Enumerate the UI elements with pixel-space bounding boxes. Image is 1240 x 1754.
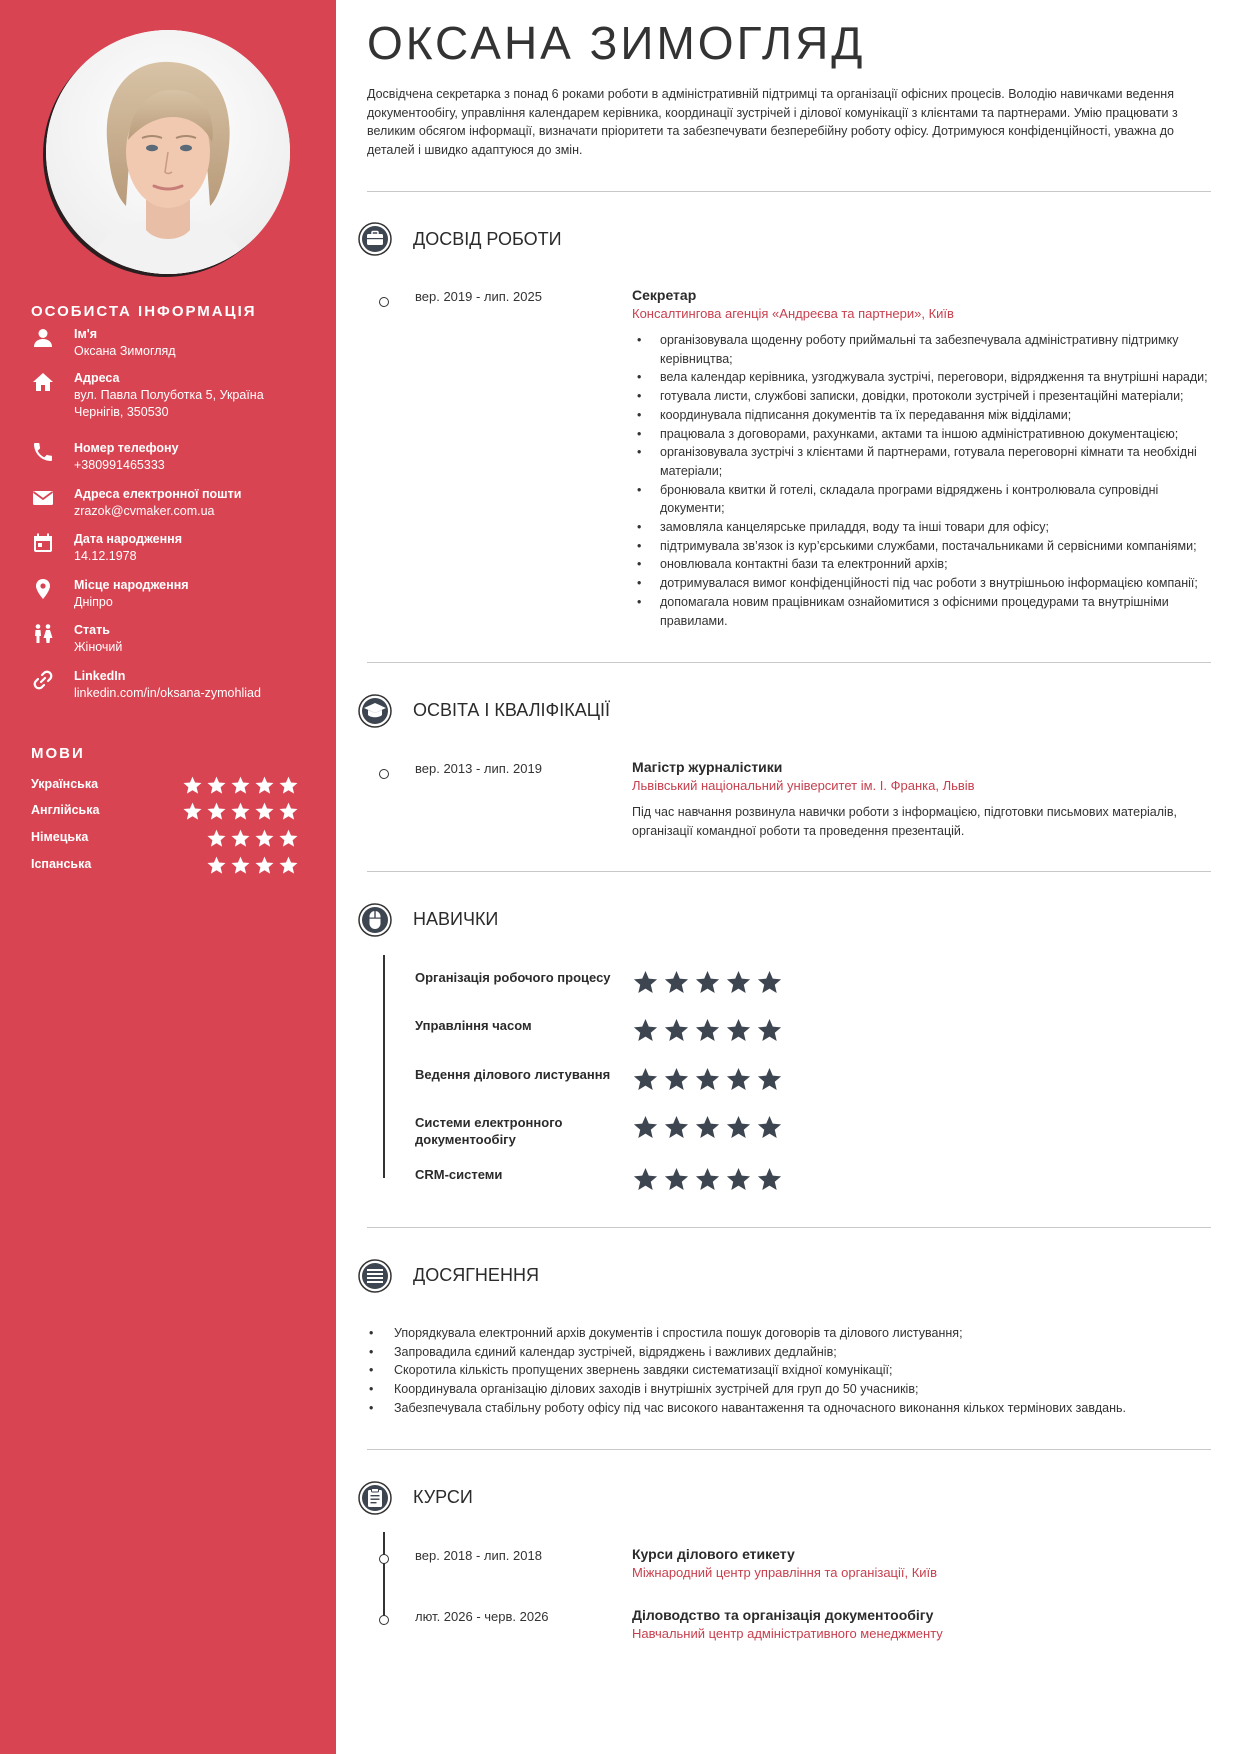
list-item: • координувала підписання документів та їх передавання між відділами;	[632, 406, 1212, 425]
course-name: Курси ділового етикету	[632, 1546, 795, 1562]
education-institution: Львівський національний університет ім. І. Франка, Львів	[632, 778, 975, 793]
star-icon	[182, 775, 203, 796]
timeline-dot	[379, 769, 389, 779]
star-icon	[694, 969, 721, 996]
briefcase-icon	[358, 222, 392, 256]
star-icon	[632, 969, 659, 996]
skill-name: CRM-системи	[415, 1167, 503, 1182]
star-icon	[182, 801, 203, 822]
star-icon	[663, 969, 690, 996]
languages-title: МОВИ	[31, 745, 85, 762]
star-icon	[663, 1114, 690, 1141]
star-icon	[230, 775, 251, 796]
list-item: • Координувала організацію ділових заходів і внутрішніх зустрічей для груп до 50 учасників;	[367, 1380, 1217, 1399]
candidate-name: ОКСАНА ЗИМОГЛЯД	[367, 17, 866, 69]
star-icon	[694, 1166, 721, 1193]
star-icon	[206, 801, 227, 822]
star-icon	[632, 1166, 659, 1193]
list-item: • вела календар керівника, узгоджувала зустрічі, переговори, відрядження та внутрішні наради;	[632, 368, 1212, 387]
star-icon	[230, 855, 251, 876]
star-icon	[694, 1114, 721, 1141]
language-rating	[182, 801, 299, 822]
experience-title: ДОСВІД РОБОТИ	[413, 229, 562, 249]
skill-rating	[632, 969, 783, 996]
list-item: • підтримувала зв’язок із кур’єрськими службами, постачальниками й сервісними компаніями;	[632, 537, 1212, 556]
language-row	[31, 775, 299, 795]
language-row	[31, 828, 299, 848]
star-icon	[230, 801, 251, 822]
star-icon	[254, 828, 275, 849]
language-rating	[206, 855, 299, 876]
language-name: Українська	[31, 777, 99, 791]
job-date: вер. 2019 - лип. 2025	[415, 289, 542, 304]
skill-name: Ведення ділового листування	[415, 1067, 611, 1082]
main-content	[336, 0, 1240, 1754]
star-icon	[663, 1166, 690, 1193]
star-icon	[230, 828, 251, 849]
star-icon	[663, 1066, 690, 1093]
job-company: Консалтингова агенція «Андреєва та партнери», Київ	[632, 306, 954, 321]
skill-name: Організація робочого процесу	[415, 970, 611, 985]
list-item: • Запровадила єдиний календар зустрічей, відряджень і важливих дедлайнів;	[367, 1343, 1217, 1362]
star-icon	[278, 801, 299, 822]
course-date: лют. 2026 - черв. 2026	[415, 1609, 549, 1624]
list-item: • замовляла канцелярське приладдя, воду та інші товари для офісу;	[632, 518, 1212, 537]
profile-summary: Досвідчена секретарка з понад 6 роками роботи в адміністративній підтримці та організації офісних процесів. Володію навичками ведення документообігу, управління календарем керівника, координації зустрічей і ділової комунікації з клієнтами та партнерами. Умію працювати з великим обсягом інформації, визначати пріоритети та забезпечувати безперебійну роботу офісу. Дотримуюся конфіденційності, уважна до деталей і швидко адаптуюся до змін.	[367, 87, 1178, 158]
star-icon	[725, 1066, 752, 1093]
achievements-title: ДОСЯГНЕННЯ	[413, 1265, 539, 1285]
star-icon	[278, 855, 299, 876]
divider	[367, 662, 1211, 663]
clipboard-icon	[358, 1481, 392, 1515]
course-provider: Навчальний центр адміністративного менеджменту	[632, 1626, 943, 1641]
list-item: • допомагала новим працівникам ознайомитися з офісними процедурами та внутрішніми правилами.	[632, 593, 1212, 630]
course-name: Діловодство та організація документообігу	[632, 1607, 934, 1623]
language-name: Іспанська	[31, 857, 92, 871]
skill-rating	[632, 1166, 783, 1193]
list-item: • Забезпечувала стабільну роботу офісу під час високого навантаження та одночасного виконання кількох термінових завдань.	[367, 1399, 1217, 1418]
star-icon	[254, 855, 275, 876]
list-item: • працювала з договорами, рахунками, актами та іншою адміністративною документацією;	[632, 425, 1212, 444]
list-icon	[358, 1259, 392, 1293]
profile-photo	[46, 30, 290, 274]
course-provider: Міжнародний центр управління та організації, Київ	[632, 1565, 938, 1580]
course-date: вер. 2018 - лип. 2018	[415, 1548, 542, 1563]
courses-title: КУРСИ	[413, 1487, 473, 1507]
job-position: Секретар	[632, 287, 697, 303]
skills-title: НАВИЧКИ	[413, 909, 499, 929]
star-icon	[725, 969, 752, 996]
timeline-dot	[379, 297, 389, 307]
star-icon	[756, 1017, 783, 1044]
language-name: Англійська	[31, 803, 100, 817]
mail-icon	[31, 486, 55, 510]
list-item: • оновлювала контактні бази та електронний архів;	[632, 555, 1212, 574]
timeline-line	[383, 1532, 385, 1620]
list-item: • дотримувалася вимог конфіденційності під час роботи з внутрішньою інформацією компанії;	[632, 574, 1212, 593]
divider	[367, 1449, 1211, 1450]
location-pin-icon	[31, 577, 55, 601]
job-responsibilities	[632, 331, 1212, 630]
language-rating	[182, 775, 299, 796]
star-icon	[756, 969, 783, 996]
sidebar: ОСОБИСТА ІНФОРМАЦІЯ Ім'я Оксана Зимогляд Адреса вул. Павла Полуботка 5, Україна Чернігів, 350530 Номер телефону +380991465333 Адреса електронної пошти zrazok@cvmaker.com.ua Дата народження 14.12.1978 Місце народження Дніпро Стать Жіночий LinkedIn linkedin.com/in/oksana-zymohliad МОВИ Українська Англійська Німецька Іспанська	[0, 0, 336, 1754]
skill-rating	[632, 1114, 783, 1141]
graduation-cap-icon	[358, 694, 392, 728]
star-icon	[756, 1066, 783, 1093]
star-icon	[725, 1017, 752, 1044]
star-icon	[725, 1166, 752, 1193]
list-item: • бронювала квитки й готелі, складала програми відряджень і контролювала супровідні документи;	[632, 481, 1212, 518]
education-description: Під час навчання розвинула навички роботи з інформацією, підготовки письмових матеріалів, організації командної роботи та проведення презентацій.	[632, 805, 1177, 838]
skill-rating	[632, 1066, 783, 1093]
timeline-dot	[379, 1615, 389, 1625]
achievements-list	[367, 1324, 1217, 1418]
education-date: вер. 2013 - лип. 2019	[415, 761, 542, 776]
star-icon	[694, 1066, 721, 1093]
star-icon	[254, 801, 275, 822]
language-name: Німецька	[31, 830, 89, 844]
timeline-line	[383, 955, 385, 1178]
link-icon	[31, 668, 55, 692]
star-icon	[254, 775, 275, 796]
star-icon	[725, 1114, 752, 1141]
personal-info-title: ОСОБИСТА ІНФОРМАЦІЯ	[31, 303, 257, 320]
star-icon	[694, 1017, 721, 1044]
star-icon	[632, 1114, 659, 1141]
list-item: • організовувала зустрічі з клієнтами й партнерами, готувала переговорні кімнати та необхідні матеріали;	[632, 443, 1212, 480]
education-title: ОСВІТА І КВАЛІФІКАЦІЇ	[413, 700, 611, 720]
education-degree: Магістр журналістики	[632, 759, 783, 775]
skill-name: Управління часом	[415, 1018, 532, 1033]
star-icon	[756, 1166, 783, 1193]
star-icon	[206, 775, 227, 796]
calendar-icon	[31, 531, 55, 555]
list-item: • готувала листи, службові записки, довідки, протоколи зустрічей і презентаційні матеріали;	[632, 387, 1212, 406]
divider	[367, 1227, 1211, 1228]
list-item: • Упорядкувала електронний архів документів і спростила пошук договорів та ділового листування;	[367, 1324, 1217, 1343]
star-icon	[632, 1017, 659, 1044]
gender-icon	[31, 622, 55, 646]
star-icon	[756, 1114, 783, 1141]
star-icon	[278, 828, 299, 849]
list-item: • організовувала щоденну роботу приймальні та забезпечувала адміністративну підтримку керівництва;	[632, 331, 1212, 368]
star-icon	[206, 855, 227, 876]
skill-rating	[632, 1017, 783, 1044]
timeline-dot	[379, 1554, 389, 1564]
star-icon	[278, 775, 299, 796]
skill-name: Системи електронного документообігу	[415, 1115, 563, 1147]
divider	[367, 871, 1211, 872]
divider	[367, 191, 1211, 192]
mouse-icon	[358, 903, 392, 937]
person-icon	[31, 326, 55, 350]
language-rating	[206, 828, 299, 849]
home-icon	[31, 370, 55, 394]
star-icon	[206, 828, 227, 849]
star-icon	[632, 1066, 659, 1093]
phone-icon	[31, 440, 55, 464]
language-row	[31, 801, 299, 821]
star-icon	[663, 1017, 690, 1044]
language-row	[31, 855, 299, 875]
list-item: • Скоротила кількість пропущених звернень завдяки систематизації вхідної комунікації;	[367, 1361, 1217, 1380]
